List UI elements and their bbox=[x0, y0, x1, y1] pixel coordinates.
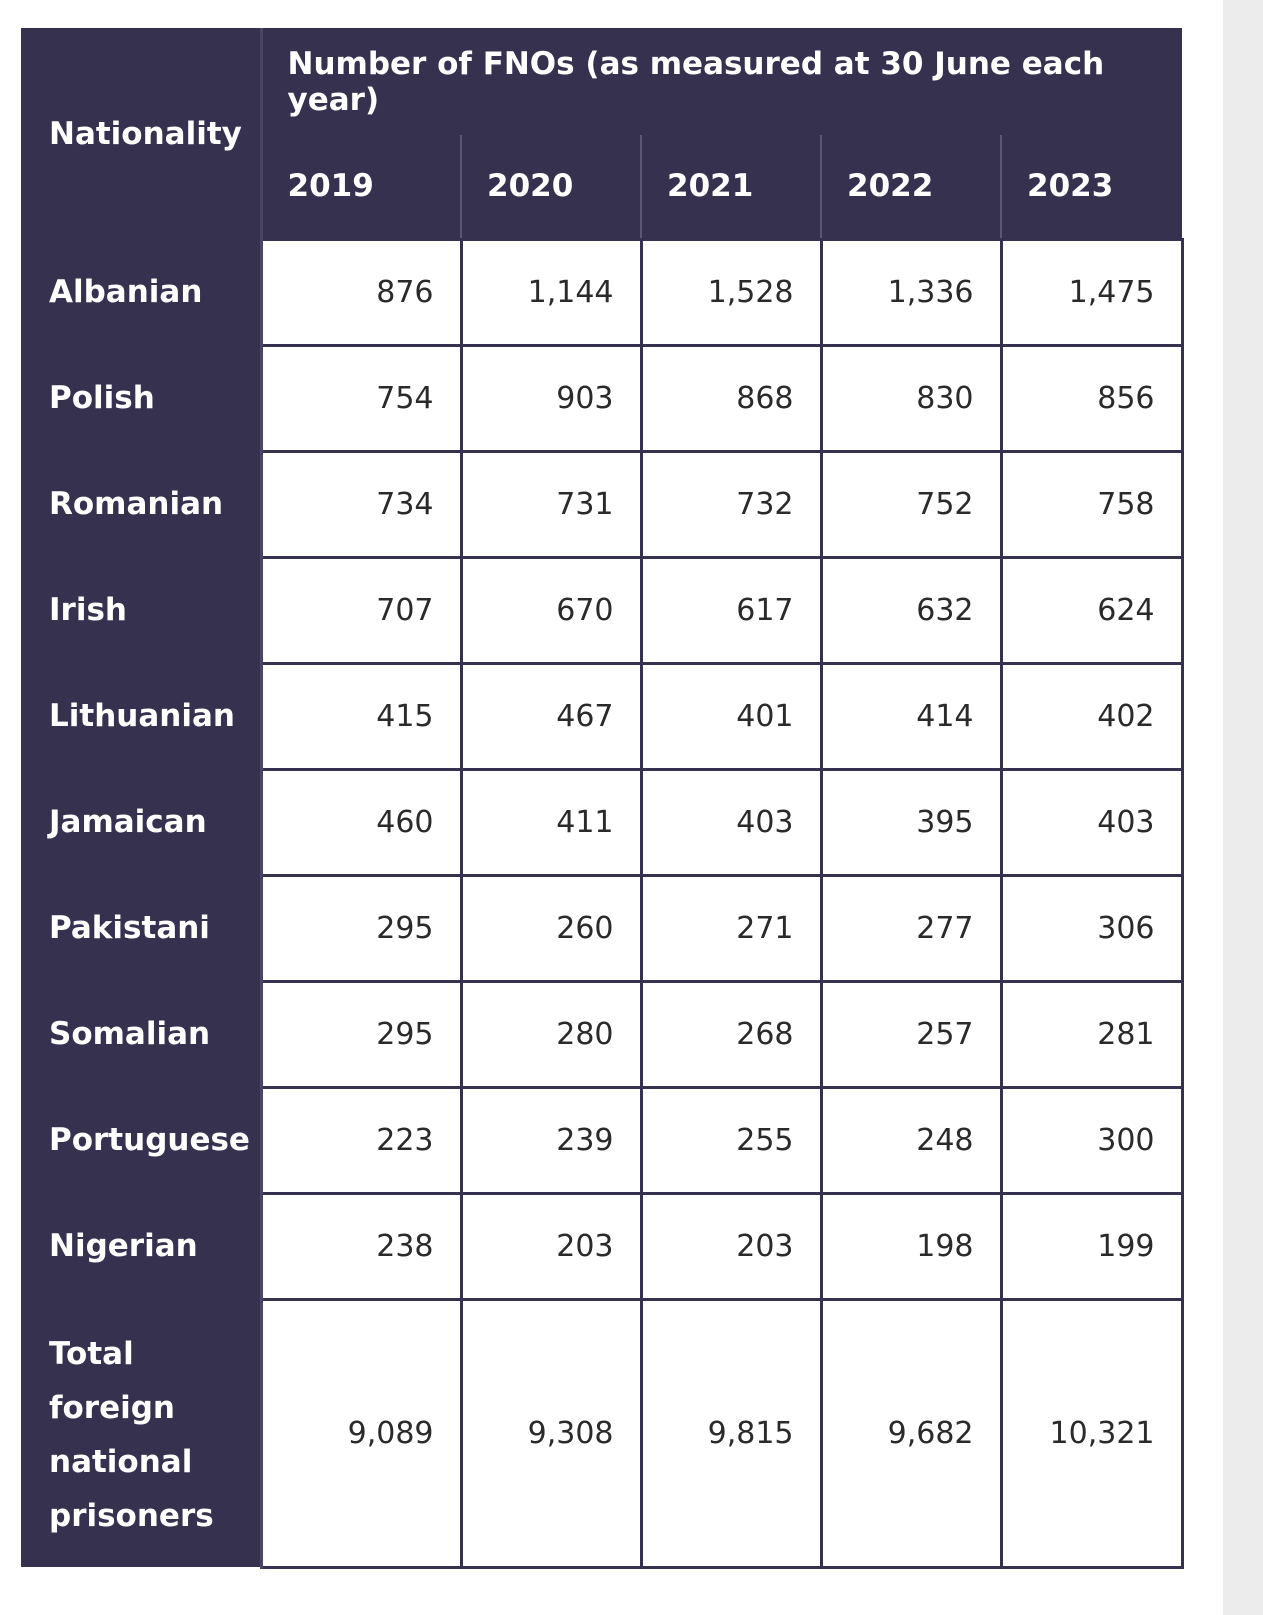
total-label-line: national bbox=[49, 1444, 193, 1480]
total-cell: 9,308 bbox=[461, 1299, 641, 1567]
table-row bbox=[21, 1193, 1182, 1299]
total-cell: 9,682 bbox=[821, 1299, 1001, 1567]
row-label: Jamaican bbox=[21, 769, 261, 875]
table-cell: 260 bbox=[461, 875, 641, 981]
table-cell: 868 bbox=[641, 345, 821, 451]
table-cell: 731 bbox=[461, 451, 641, 557]
table-cell: 707 bbox=[261, 557, 461, 663]
table-cell: 624 bbox=[1001, 557, 1182, 663]
year-header-2021: 2021 bbox=[641, 135, 821, 239]
table-row bbox=[21, 663, 1182, 769]
table-row bbox=[21, 1087, 1182, 1193]
total-row-label bbox=[21, 1299, 261, 1567]
year-header-2022: 2022 bbox=[821, 135, 1001, 239]
row-label: Polish bbox=[21, 345, 261, 451]
table-cell: 239 bbox=[461, 1087, 641, 1193]
table-cell: 830 bbox=[821, 345, 1001, 451]
table-cell: 1,144 bbox=[461, 239, 641, 345]
side-panel-strip bbox=[1223, 0, 1263, 1615]
total-cell: 9,815 bbox=[641, 1299, 821, 1567]
table-cell: 403 bbox=[641, 769, 821, 875]
group-header: Number of FNOs (as measured at 30 June each year) bbox=[261, 28, 1182, 135]
table-cell: 734 bbox=[261, 451, 461, 557]
row-label: Albanian bbox=[21, 239, 261, 345]
table-cell: 255 bbox=[641, 1087, 821, 1193]
table-cell: 411 bbox=[461, 769, 641, 875]
total-label-line: foreign bbox=[49, 1390, 175, 1426]
table-cell: 277 bbox=[821, 875, 1001, 981]
total-cell: 10,321 bbox=[1001, 1299, 1182, 1567]
table-row bbox=[21, 557, 1182, 663]
year-header-2019: 2019 bbox=[261, 135, 461, 239]
row-label: Irish bbox=[21, 557, 261, 663]
year-header-2020: 2020 bbox=[461, 135, 641, 239]
fno-table bbox=[21, 28, 1184, 1569]
row-label: Romanian bbox=[21, 451, 261, 557]
table-cell: 203 bbox=[641, 1193, 821, 1299]
table-cell: 1,336 bbox=[821, 239, 1001, 345]
table-cell: 414 bbox=[821, 663, 1001, 769]
table-cell: 1,528 bbox=[641, 239, 821, 345]
table-cell: 903 bbox=[461, 345, 641, 451]
table-cell: 401 bbox=[641, 663, 821, 769]
table-row bbox=[21, 451, 1182, 557]
table-cell: 752 bbox=[821, 451, 1001, 557]
table-cell: 754 bbox=[261, 345, 461, 451]
table-cell: 758 bbox=[1001, 451, 1182, 557]
table-cell: 300 bbox=[1001, 1087, 1182, 1193]
table-cell: 395 bbox=[821, 769, 1001, 875]
total-label-line: prisoners bbox=[49, 1498, 214, 1534]
table-cell: 1,475 bbox=[1001, 239, 1182, 345]
row-label: Pakistani bbox=[21, 875, 261, 981]
total-row bbox=[21, 1299, 1182, 1567]
table-cell: 198 bbox=[821, 1193, 1001, 1299]
row-label: Lithuanian bbox=[21, 663, 261, 769]
table-cell: 467 bbox=[461, 663, 641, 769]
table-cell: 617 bbox=[641, 557, 821, 663]
total-label-line: Total bbox=[49, 1336, 134, 1372]
table-cell: 199 bbox=[1001, 1193, 1182, 1299]
table-row bbox=[21, 981, 1182, 1087]
table-row bbox=[21, 875, 1182, 981]
table-cell: 856 bbox=[1001, 345, 1182, 451]
total-cell: 9,089 bbox=[261, 1299, 461, 1567]
table-cell: 203 bbox=[461, 1193, 641, 1299]
table-cell: 670 bbox=[461, 557, 641, 663]
table-cell: 403 bbox=[1001, 769, 1182, 875]
row-label: Portuguese bbox=[21, 1087, 261, 1193]
header-row-top bbox=[21, 28, 1182, 135]
table-cell: 257 bbox=[821, 981, 1001, 1087]
row-label: Somalian bbox=[21, 981, 261, 1087]
table-cell: 415 bbox=[261, 663, 461, 769]
table-cell: 402 bbox=[1001, 663, 1182, 769]
table-cell: 238 bbox=[261, 1193, 461, 1299]
table-cell: 295 bbox=[261, 875, 461, 981]
nationality-header: Nationality bbox=[21, 28, 261, 239]
table-cell: 632 bbox=[821, 557, 1001, 663]
table-row bbox=[21, 345, 1182, 451]
table-cell: 876 bbox=[261, 239, 461, 345]
table-cell: 732 bbox=[641, 451, 821, 557]
table-row bbox=[21, 239, 1182, 345]
table-cell: 268 bbox=[641, 981, 821, 1087]
table-cell: 306 bbox=[1001, 875, 1182, 981]
table-cell: 460 bbox=[261, 769, 461, 875]
table-cell: 295 bbox=[261, 981, 461, 1087]
table-row bbox=[21, 769, 1182, 875]
table-cell: 281 bbox=[1001, 981, 1182, 1087]
table-cell: 271 bbox=[641, 875, 821, 981]
year-header-2023: 2023 bbox=[1001, 135, 1182, 239]
table-cell: 248 bbox=[821, 1087, 1001, 1193]
row-label: Nigerian bbox=[21, 1193, 261, 1299]
table-cell: 223 bbox=[261, 1087, 461, 1193]
table-cell: 280 bbox=[461, 981, 641, 1087]
